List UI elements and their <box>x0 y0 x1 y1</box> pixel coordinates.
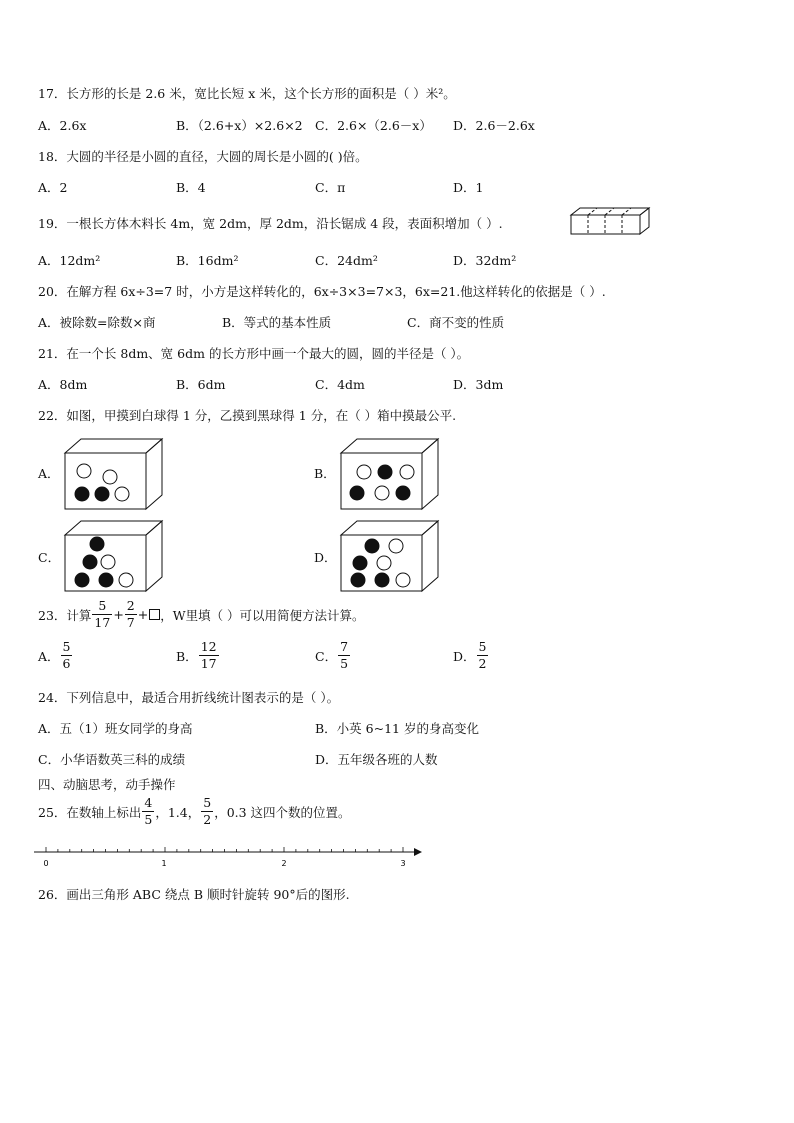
q23-fraction-1: $\frac{5}{17}$ <box>94 598 111 630</box>
question-19: 19．一根长方体木料长 4m，宽 2dm，厚 2dm，沿长锯成 4 段，表面积增加（ ）. <box>38 216 503 231</box>
q20-option-b: B．等式的基本性质 <box>222 315 332 330</box>
q21-option-d: D．3dm <box>453 377 504 392</box>
question-21: 21．在一个长 8dm、宽 6dm 的长方形中画一个最大的圆，圆的半径是（ ）。 <box>38 346 470 361</box>
q19-option-a: A．12dm² <box>38 253 101 268</box>
axis-label-3: 3 <box>400 859 406 868</box>
question-22: 22．如图，甲摸到白球得 1 分，乙摸到黑球得 1 分，在（ ）箱中摸最公平. <box>38 408 457 423</box>
q21-option-b: B．6dm <box>176 377 226 392</box>
q18-option-c: C．π <box>315 180 346 195</box>
q25-fraction-1: $\frac{4}{5}$ <box>144 795 153 827</box>
question-20: 20．在解方程 6x÷3=7 时，小方是这样转化的，6x÷3×3=7×3，6x=21.他这样转化的依据是（ ）. <box>38 284 606 299</box>
blank-square-icon <box>149 609 160 620</box>
q21-option-c: C．4dm <box>315 377 365 392</box>
question-18: 18．大圆的半径是小圆的直径，大圆的周长是小圆的( )倍。 <box>38 149 368 164</box>
q22-label-c: C． <box>38 550 61 565</box>
q17-option-b: B．（2.6+x）×2.6×2 <box>176 118 303 133</box>
q23-option-b: B． $\frac{12}{17}$ <box>176 639 217 671</box>
q17-option-d: D．2.6－2.6x <box>453 118 535 133</box>
section-4-title: 四、动脑思考，动手操作 <box>38 777 176 792</box>
question-24: 24．下列信息中，最适合用折线统计图表示的是（ ）。 <box>38 690 340 705</box>
axis-label-1: 1 <box>161 859 167 868</box>
number-line-ticks <box>46 847 403 852</box>
q17-option-a: A．2.6x <box>38 118 87 133</box>
q22-label-a: A． <box>38 466 60 481</box>
q23-option-d: D． $\frac{5}{2}$ <box>453 639 487 671</box>
axis-label-0: 0 <box>43 859 49 868</box>
question-25: 25．在数轴上标出 $\frac{4}{5}$ ，1.4， $\frac{5}{2}$ ，0.3 这四个数的位置。 <box>38 795 351 827</box>
question-26: 26．画出三角形 ABC 绕点 B 顺时针旋转 90°后的图形. <box>38 887 350 902</box>
q23-option-a: A． $\frac{5}{6}$ <box>38 639 71 671</box>
q24-option-b: B．小英 6~11 岁的身高变化 <box>315 721 479 736</box>
q24-option-a: A．五（1）班女同学的身高 <box>38 721 193 736</box>
q18-option-a: A．2 <box>38 180 68 195</box>
axis-label-2: 2 <box>281 859 287 868</box>
q19-option-d: D．32dm² <box>453 253 517 268</box>
number-line <box>34 842 426 870</box>
q22-label-d: D． <box>314 550 337 565</box>
q18-option-b: B．4 <box>176 180 206 195</box>
ball-box-b <box>338 436 442 512</box>
q19-option-b: B．16dm² <box>176 253 239 268</box>
q23-suffix: ，W里填（ ）可以用简便方法计算。 <box>160 607 365 623</box>
q18-option-d: D．1 <box>453 180 484 195</box>
q20-option-a: A．被除数=除数×商 <box>38 315 156 330</box>
q21-option-a: A．8dm <box>38 377 88 392</box>
q24-option-d: D．五年级各班的人数 <box>315 752 438 767</box>
ball-box-a <box>62 436 166 512</box>
wood-block-figure <box>568 205 652 237</box>
q19-option-c: C．24dm² <box>315 253 378 268</box>
q25-fraction-2: $\frac{5}{2}$ <box>203 795 212 827</box>
question-17: 17．长方形的长是 2.6 米，宽比长短 x 米，这个长方形的面积是（ ）米²。 <box>38 86 456 101</box>
q20-option-c: C．商不变的性质 <box>407 315 505 330</box>
question-23: 23．计算 $\frac{5}{17}$ + $\frac{2}{7}$ + ，W里填（ ）可以用简便方法计算。 <box>38 598 365 630</box>
q24-option-c: C．小华语数英三科的成绩 <box>38 752 186 767</box>
ball-box-d <box>338 518 442 594</box>
q23-prefix: 23．计算 <box>38 607 92 623</box>
q22-label-b: B． <box>314 466 336 481</box>
q23-fraction-2: $\frac{2}{7}$ <box>126 598 135 630</box>
arrow-right-icon <box>414 848 422 856</box>
q17-option-c: C．2.6×（2.6－x） <box>315 118 432 133</box>
q23-option-c: C． $\frac{7}{5}$ <box>315 639 349 671</box>
ball-box-c <box>62 518 166 594</box>
